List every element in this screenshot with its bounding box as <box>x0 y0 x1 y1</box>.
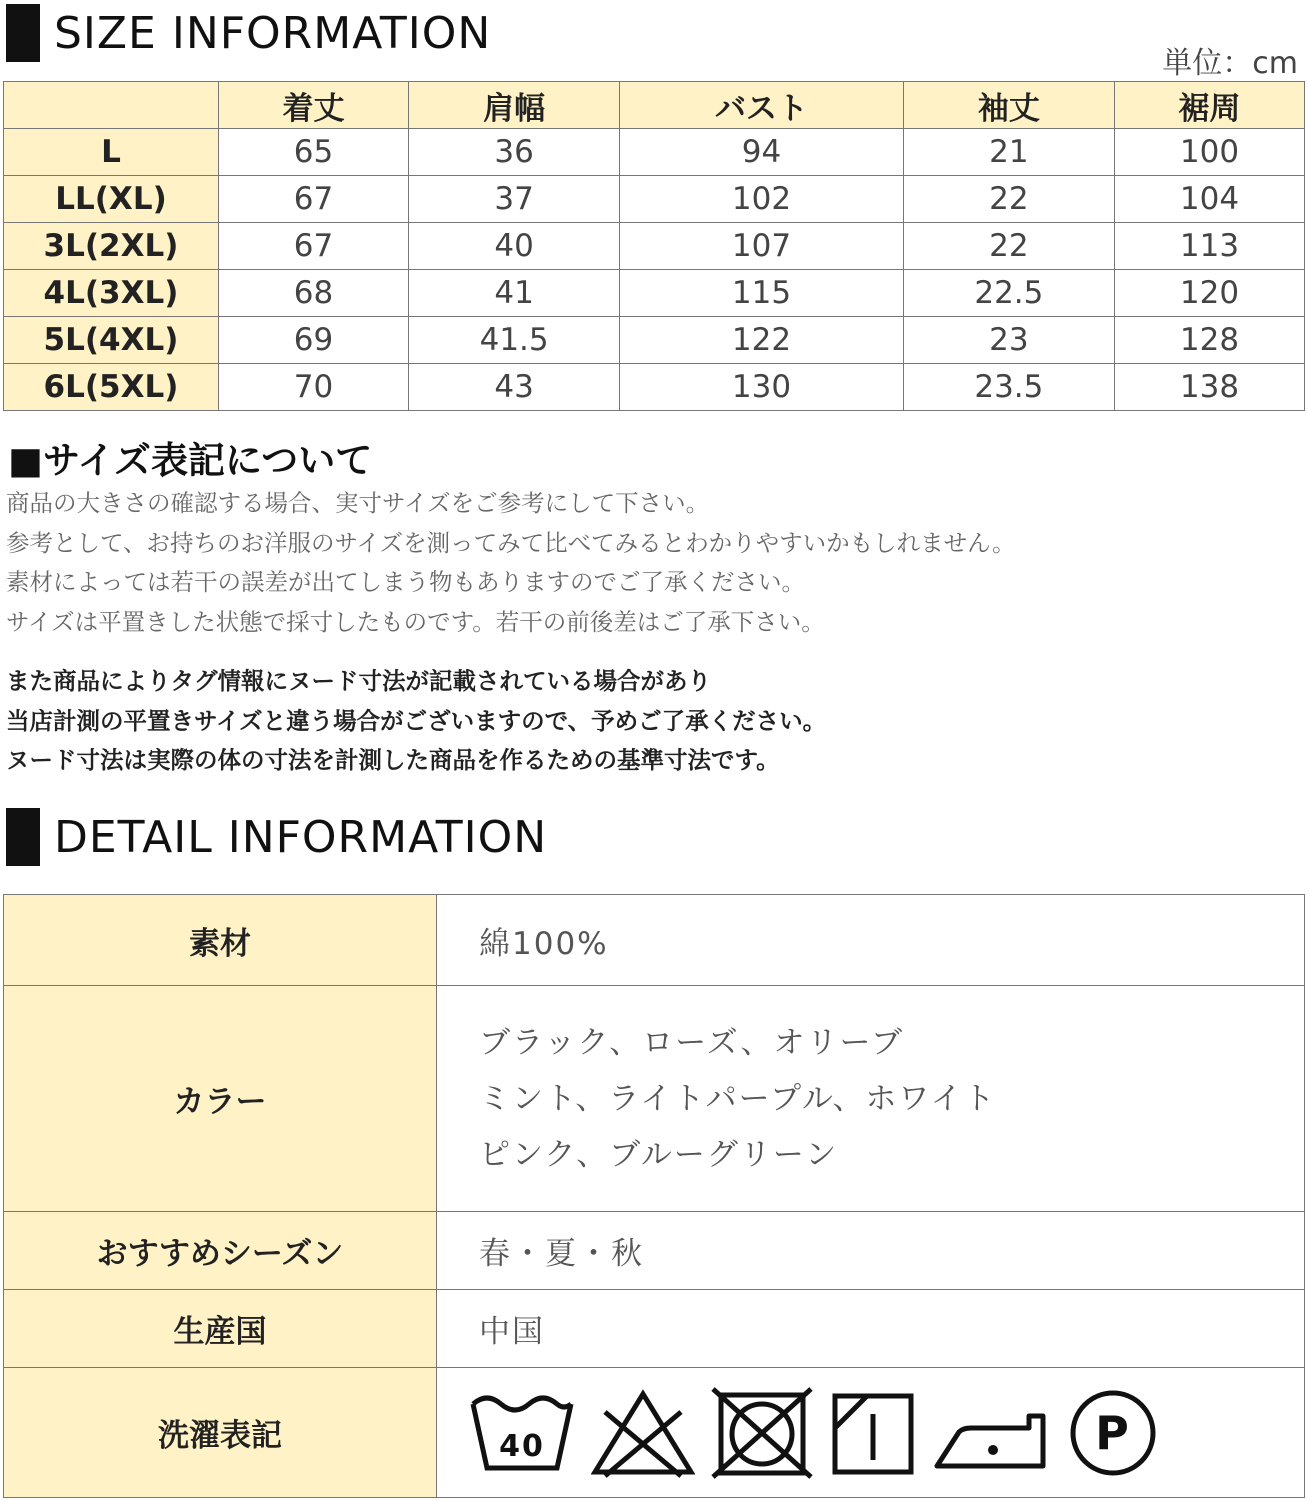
wash-icons <box>467 1385 1304 1481</box>
column-header: 袖丈 <box>903 82 1114 129</box>
table-cell: 94 <box>620 129 904 176</box>
size-label: L <box>4 129 219 176</box>
detail-value: 中国 <box>437 1290 1305 1368</box>
table-cell: 130 <box>620 364 904 411</box>
detail-label: 素材 <box>4 895 437 986</box>
note-bold-line: ヌード寸法は実際の体の寸法を計測した商品を作るための基準寸法です。 <box>6 746 780 774</box>
dry-clean-p-icon <box>1065 1385 1161 1481</box>
table-cell: 41 <box>409 270 620 317</box>
no-tumble-dry-icon <box>709 1387 815 1479</box>
size-label: LL(XL) <box>4 176 219 223</box>
table-cell: 67 <box>219 223 409 270</box>
table-cell: 107 <box>620 223 904 270</box>
table-cell: 22 <box>903 223 1114 270</box>
notes-heading: ■サイズ表記について <box>8 439 373 482</box>
detail-row-country <box>4 1290 1305 1368</box>
detail-row-color <box>4 986 1305 1212</box>
table-row <box>4 176 1305 223</box>
table-cell: 70 <box>219 364 409 411</box>
detail-section-header <box>6 808 547 866</box>
table-cell: 43 <box>409 364 620 411</box>
line-dry-shade-icon <box>829 1388 917 1478</box>
table-cell: 113 <box>1114 223 1304 270</box>
iron-low-icon <box>931 1388 1051 1478</box>
size-table-header-row <box>4 82 1305 129</box>
table-cell: 37 <box>409 176 620 223</box>
table-cell: 138 <box>1114 364 1304 411</box>
detail-label: 生産国 <box>4 1290 437 1368</box>
detail-value: 綿100% <box>437 895 1305 986</box>
dry-clean-letter: P <box>1095 1405 1131 1460</box>
table-cell: 128 <box>1114 317 1304 364</box>
column-header: バスト <box>620 82 904 129</box>
note-line: 参考として、お持ちのお洋服のサイズを測ってみて比べてみるとわかりやすいかもしれません。 <box>6 528 1016 557</box>
table-cell: 22.5 <box>903 270 1114 317</box>
header-bar <box>6 808 40 866</box>
detail-value <box>437 986 1305 1212</box>
detail-value <box>437 1368 1305 1498</box>
table-cell: 122 <box>620 317 904 364</box>
table-cell: 67 <box>219 176 409 223</box>
header-bar <box>6 4 40 62</box>
table-row <box>4 364 1305 411</box>
note-line: 素材によっては若干の誤差が出てしまう物もありますのでご了承ください。 <box>6 568 805 596</box>
table-cell: 102 <box>620 176 904 223</box>
table-row <box>4 223 1305 270</box>
size-table <box>3 81 1305 411</box>
detail-table <box>3 894 1305 1498</box>
detail-row-season <box>4 1212 1305 1290</box>
column-header: 裾周 <box>1114 82 1304 129</box>
note-line: サイズは平置きした状態で採寸したものです。若干の前後差はご了承下さい。 <box>6 607 825 636</box>
detail-row-wash <box>4 1368 1305 1498</box>
table-cell: 104 <box>1114 176 1304 223</box>
size-label: 5L(4XL) <box>4 317 219 364</box>
detail-label: カラー <box>4 986 437 1212</box>
no-bleach-icon <box>591 1388 695 1478</box>
unit-label: 単位：cm <box>1162 46 1298 81</box>
table-cell: 22 <box>903 176 1114 223</box>
table-row <box>4 129 1305 176</box>
table-cell: 69 <box>219 317 409 364</box>
note-bold-line: また商品によりタグ情報にヌード寸法が記載されている場合があり <box>6 667 711 695</box>
column-header: 着丈 <box>219 82 409 129</box>
table-cell: 40 <box>409 223 620 270</box>
color-list <box>479 1015 1304 1183</box>
table-row <box>4 270 1305 317</box>
notes-text <box>6 484 1016 642</box>
color-line: ピンク、ブルーグリーン <box>479 1136 839 1173</box>
note-bold-line: 当店計測の平置きサイズと違う場合がございますので、予めご了承ください。 <box>6 706 827 735</box>
table-cell: 36 <box>409 129 620 176</box>
size-label: 4L(3XL) <box>4 270 219 317</box>
size-label: 6L(5XL) <box>4 364 219 411</box>
detail-section-title: DETAIL INFORMATION <box>54 811 548 863</box>
color-line: ミント、ライトパープル、ホワイト <box>479 1080 997 1117</box>
table-cell: 41.5 <box>409 317 620 364</box>
detail-row-material <box>4 895 1305 986</box>
color-line: ブラック、ローズ、オリーブ <box>479 1024 904 1061</box>
table-cell: 21 <box>903 129 1114 176</box>
table-cell: 23.5 <box>903 364 1114 411</box>
wash-temperature: 40 <box>499 1428 545 1464</box>
note-line: 商品の大きさの確認する場合、実寸サイズをご参考にして下さい。 <box>6 489 710 517</box>
notes-bold-text <box>6 662 826 781</box>
table-cell: 23 <box>903 317 1114 364</box>
table-cell: 68 <box>219 270 409 317</box>
column-header: 肩幅 <box>409 82 620 129</box>
detail-label: おすすめシーズン <box>4 1212 437 1290</box>
table-cell: 100 <box>1114 129 1304 176</box>
corner-cell <box>4 82 219 129</box>
size-label: 3L(2XL) <box>4 223 219 270</box>
table-cell: 120 <box>1114 270 1304 317</box>
size-section-title: SIZE INFORMATION <box>54 7 492 59</box>
detail-value: 春・夏・秋 <box>437 1212 1305 1290</box>
size-section-header <box>6 4 491 62</box>
wash-tub-40-icon <box>467 1388 577 1478</box>
detail-label: 洗濯表記 <box>4 1368 437 1498</box>
table-cell: 65 <box>219 129 409 176</box>
table-cell: 115 <box>620 270 904 317</box>
table-row <box>4 317 1305 364</box>
